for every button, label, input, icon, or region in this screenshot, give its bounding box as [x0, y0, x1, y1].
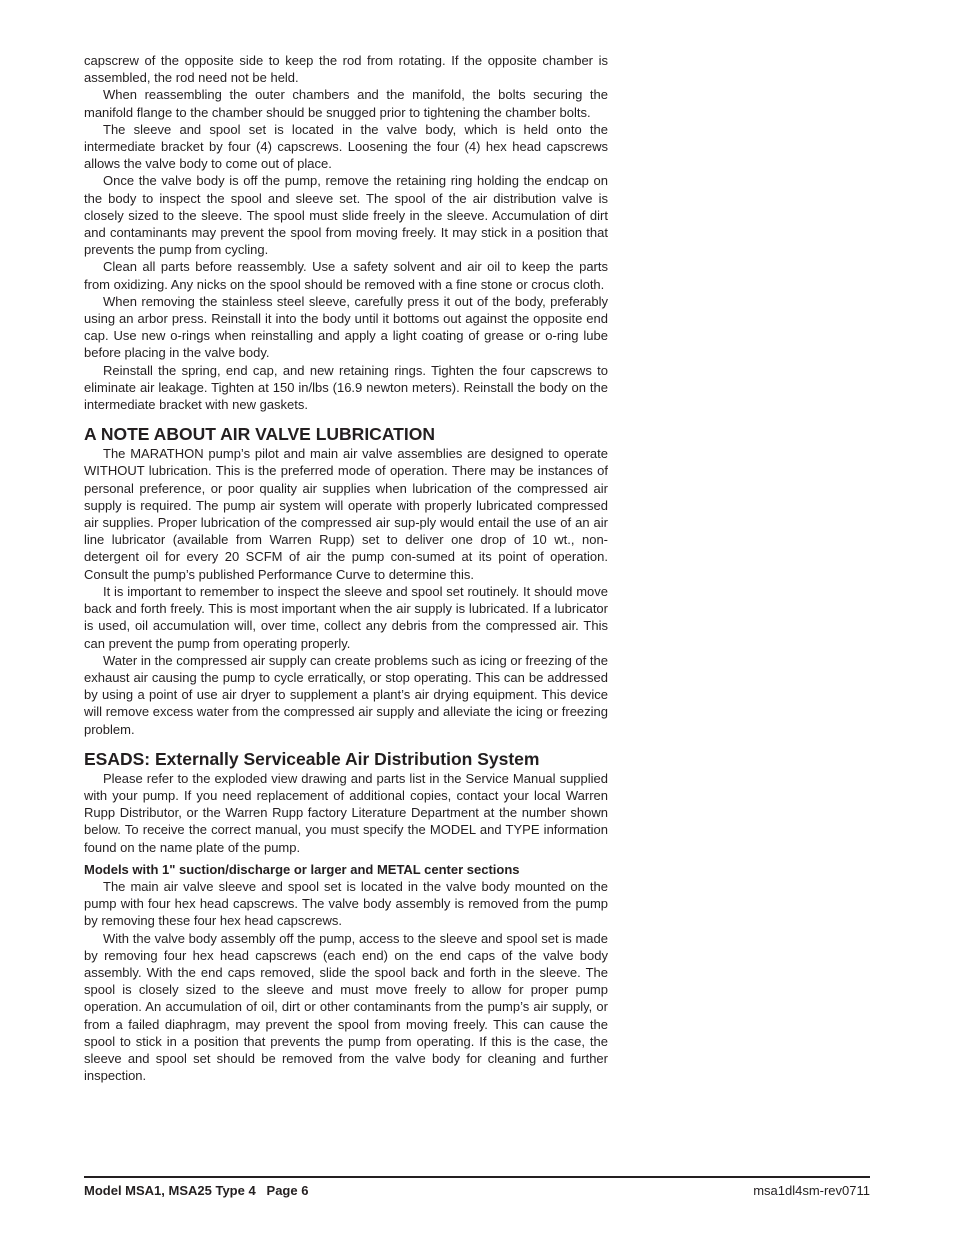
paragraph-metal-center-1: The main air valve sleeve and spool set is located in the valve body mounted on the pump with four hex head capscrews. The valve body assembly is removed from the pump by removing these four hex head capscrews.: [84, 878, 608, 929]
paragraph-sleeve-spool-location: The sleeve and spool set is located in the valve body, which is held onto the intermediate bracket by four (4) capscrews. Loosening the four (4) hex head capscrews allows the valve body to come out of place.: [84, 121, 608, 172]
paragraph-metal-center-2: With the valve body assembly off the pump, access to the sleeve and spool set is made by removing four hex head capscrews (each end) on the end caps of the valve body assembly. With the end caps removed, slide the spool back and forth in the sleeve. The spool is closely sized to the sleeve and must move freely to allow for proper pump operation. An accumulation of oil, dirt or other contaminants from the pump’s air supply, or from a failed diaphragm, may prevent the spool from moving freely. This can cause the spool to stick in a position that prevents the pump from operating. If this is the case, the sleeve and spool set should be removed from the valve body for cleaning and further inspection.: [84, 930, 608, 1084]
paragraph-reinstall: Reinstall the spring, end cap, and new retaining rings. Tighten the four capscrews to eliminate air leakage. Tighten at 150 in/lbs (16.9 newton meters). Reinstall the body on the intermediate bracket with new gaskets.: [84, 362, 608, 413]
paragraph-inspect-spool: Once the valve body is off the pump, remove the retaining ring holding the endcap on the body to inspect the spool and sleeve set. The spool of the air distribution valve is closely sized to the sleeve. The spool must slide freely in the sleeve. Accumulation of dirt and contaminants may prevent the spool from moving freely. It may stick in a position that prevents the pump from cycling.: [84, 173, 608, 258]
section-heading-esads: ESADS: Externally Serviceable Air Distribution System: [84, 748, 540, 769]
subsection-heading-metal-center: Models with 1" suction/discharge or larger and METAL center sections: [84, 861, 520, 877]
footer-model-page: Model MSA1, MSA25 Type 4 Page 6: [84, 1183, 309, 1198]
paragraph-reassembling-chambers: When reassembling the outer chambers and the manifold, the bolts securing the manifold flange to the chamber should be snugged prior to tightening the chamber bolts.: [84, 87, 608, 120]
paragraph-clean-parts: Clean all parts before reassembly. Use a safety solvent and air oil to keep the parts from oxidizing. Any nicks on the spool should be removed with a fine stone or crocus cloth.: [84, 259, 608, 292]
footer-document-code: msa1dl4sm-rev0711: [753, 1183, 870, 1198]
footer-divider: [84, 1176, 870, 1178]
paragraph-lubrication-3: Water in the compressed air supply can create problems such as icing or freezing of the exhaust air causing the pump to cycle erratically, or stop operating. This can be addressed by using a point of use air dryer to supplement a plant’s air drying equipment. This device will remove excess water from the compressed air supply and alleviate the icing or freezing problem.: [84, 652, 608, 737]
paragraph-esads-1: Please refer to the exploded view drawing and parts list in the Service Manual supplied with your pump. If you need replacement of additional copies, contact your local Warren Rupp Distributor, or the Warren Rupp factory Literature Department at the number shown below. To receive the correct manual, you must specify the MODEL and TYPE information found on the name plate of the pump.: [84, 770, 608, 855]
paragraph-continued: capscrew of the opposite side to keep the rod from rotating. If the opposite chamber is assembled, the rod need not be held.: [84, 53, 608, 86]
paragraph-remove-sleeve: When removing the stainless steel sleeve, carefully press it out of the body, preferably using an arbor press. Reinstall it into the body until it bottoms out against the opposite end cap. Use new o-rings when reinstalling and apply a light coating of grease or o-ring lube before placing in the valve body.: [84, 293, 608, 361]
main-text-column: [84, 52, 608, 1084]
paragraph-lubrication-2: It is important to remember to inspect the sleeve and spool set routinely. It should move back and forth freely. This is most important when the air supply is lubricated. If a lubricator is used, oil accumulation will, over time, collect any debris from the compressed air. This can prevent the pump from operating properly.: [84, 583, 608, 651]
section-heading-lubrication: A NOTE ABOUT AIR VALVE LUBRICATION: [84, 424, 435, 445]
paragraph-lubrication-1: The MARATHON pump’s pilot and main air valve assemblies are designed to operate WITHOUT lubrication. This is the preferred mode of operation. There may be instances of personal preference, or poor quality air supplies when lubrication of the compressed air supply is required. The pump air system will operate with properly lubricated compressed air supplies. Proper lubrication of the compressed air sup-ply would entail the use of an air line lubricator (available from Warren Rupp) set to deliver one drop of 10 wt., non-detergent oil for every 20 SCFM of air the pump con-sumed at its point of operation. Consult the pump’s published Performance Curve to determine this.: [84, 446, 608, 582]
